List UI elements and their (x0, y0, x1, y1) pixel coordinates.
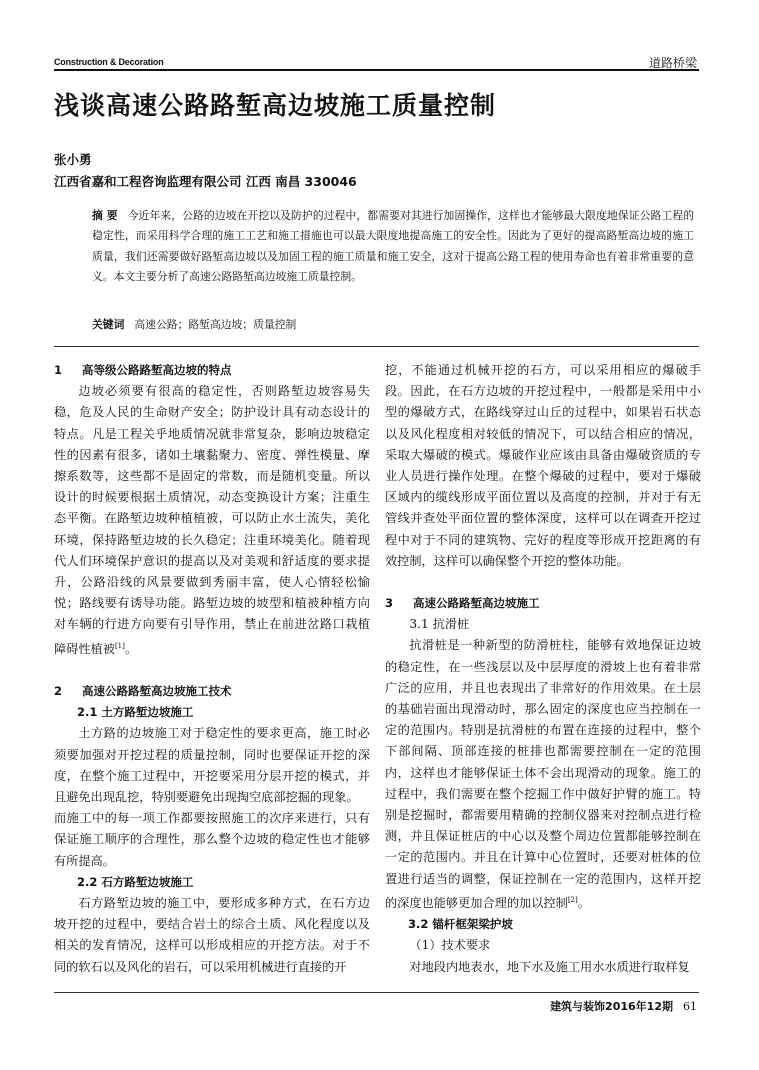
sub-item-heading: （1）技术要求 (409, 938, 491, 953)
paragraph: 对地段内地表水，地下水及施工用水水质进行取样复 (409, 959, 690, 974)
section-number: 1 (54, 363, 63, 377)
section-label: 道路桥梁 (648, 56, 697, 70)
abstract (92, 206, 694, 287)
paragraph: 边坡必须要有很高的稳定性，否则路堑边坡容易失稳，危及人民的生命财产安全；防护设计具有动态设计的特点。凡是工程关乎地质情况就非常复杂，影响边坡稳定性的因素有很多，诸如土壤黏聚力、密度、弹性模量、摩擦系数等，这些都不是固定的常数，而是随机变量。所以设计的时候要根据土质情况，动态变换设计方案；注重生态平衡。在路堑边坡种植植被，可以防止水土流失，美化环境，保持路堑边坡的长久稳定；注重环境美化。随着现代人们环境保护意识的提高以及对美观和舒适度的要求提升，公路沿线的风景要做到秀丽丰富，使人心情轻松愉悦；路线要有诱导功能。路堑边坡的坡型和植被种植方向对车辆的行进方向要有引导作用，禁止在前进岔路口栽植障碍性植被[1]。 (54, 384, 370, 656)
section-number: 2 (54, 683, 63, 698)
header-rule (54, 69, 699, 71)
section-title: 高等级公路路堑高边坡的特点 (82, 363, 232, 377)
subsection-heading-2-2: 2.2 石方路堑边坡施工 (77, 874, 194, 889)
citation-ref: [1] (114, 641, 125, 650)
subsection-heading-2-1: 2.1 土方路堑边坡施工 (77, 705, 194, 720)
abstract-label: 摘 要 (92, 209, 118, 222)
paragraph: 抗滑桩是一种新型的防滑桩柱，能够有效地保证边坡的稳定性，在一些浅层以及中层厚度的滑坡上也有着非常广泛的应用，并且也表现出了非常好的作用效果。在土层的基础岩面出现滑动时，那么固定的深度也应当控制在一定的范围内。特别是抗滑桩的布置在连接的过程中，整个下部间隔、顶部连接的桩排也都需要控制在一定的范围内，这样也才能够保证土体不会出现滑动的现象。施工的过程中，我们需要在整个挖掘工作中做好护臂的施工。特别是挖掘时，都需要用精确的控制仪器来对控制点进行检测，并且保证桩店的中心以及整个周边位置都能够控制在一定的范围内。并且在计算中心位置时，还要对桩体的位置进行适当的调整，保证控制在一定的范围内，这样开挖的深度也能够更加合理的加以控制[2]。 (385, 638, 701, 910)
section-heading-2 (54, 681, 370, 702)
abstract-text: 今近年来，公路的边坡在开挖以及防护的过程中，都需要对其进行加固操作，这样也才能够最大限度地保证公路工程的稳定性，而采用科学合理的施工工艺和施工措施也可以最大限度地提高施工的安全性。因此为了更好的提高路堑高边坡的施工质量，我们还需要做好路堑高边坡以及加固工程的施工质量和施工安全，这对于提高公路工程的使用寿命也有着非常重要的意义。本文主要分析了高速公路路堑高边坡施工质量控制。 (92, 209, 695, 283)
paragraph: 而施工中的每一项工作都要按照施工的次序来进行，只有保证施工顺序的合理性，那么整个边坡的稳定性也才能够有所提高。 (54, 811, 370, 868)
subsection-heading-3-2: 3.2 锚杆框架梁护坡 (408, 917, 513, 932)
page-number: 61 (683, 1000, 697, 1013)
keywords-label: 关键词 (92, 318, 125, 331)
section-title: 高速公路路堑高边坡施工技术 (82, 683, 232, 698)
section-heading-1 (54, 360, 370, 381)
section-title: 高速公路路堑高边坡施工 (413, 596, 540, 611)
right-column (385, 360, 701, 978)
paragraph: 石方路堑边坡的施工中，要形成多种方式，在石方边坡开挖的过程中，要结合岩土的综合土质、风化程度以及相关的发育情况，这样可以形成相应的开挖方法。对于不同的软石以及风化的岩石，可以采用机械进行直接的开 (54, 895, 370, 974)
subsection-heading-3-1: 3.1 抗滑桩 (409, 617, 470, 632)
journal-issue: 建筑与装饰2016年12期 (550, 1000, 673, 1013)
paragraph: 土方路的边坡施工对于稳定性的要求更高，施工时必须要加强对开挖过程的质量控制，同时也要保证开挖的深度，在整个施工过程中，开挖要采用分层开挖的模式，并且避免出现乱挖，特别要避免出现掏空底部挖掘的现象。 (54, 726, 370, 804)
keywords-text: 高速公路；路堑高边坡；质量控制 (134, 318, 297, 331)
section-number: 3 (385, 596, 394, 611)
footer-rule (54, 992, 699, 993)
paragraph: 挖，不能通过机械开挖的石方，可以采用相应的爆破手段。因此，在石方边坡的开挖过程中，一般都是采用中小型的爆破方式，在路线穿过山丘的过程中，如果岩石状态以及风化程度相对较低的情况下，可以结合相应的情况，采取大爆破的模式。爆破作业应该由具备由爆破资质的专业人员进行操作处理。在整个爆破的过程中，要对于爆破区域内的缆线形成平面位置以及高度的控制，并对于有无管线并查处平面位置的整体深度，这样可以在调查开挖过程中对于不同的建筑物、完好的程度等形成开挖距离的有效控制，这样可以确保整个开挖的整体功能。 (385, 363, 701, 568)
left-column (54, 360, 370, 978)
footer (550, 998, 697, 1014)
abstract-separator (54, 346, 699, 347)
keywords (92, 315, 694, 335)
paragraph-text: 边坡必须要有很高的稳定性，否则路堑边坡容易失稳，危及人民的生命财产安全；防护设计具有动态设计的特点。凡是工程关乎地质情况就非常复杂，影响边坡稳定性的因素有很多，诸如土壤黏聚力、密度、弹性模量、摩擦系数等，这些都不是固定的常数，而是随机变量。所以设计的时候要根据土质情况，动态变换设计方案；注重生态平衡。在路堑边坡种植植被，可以防止水土流失，美化环境，保持路堑边坡的长久稳定；注重环境美化。随着现代人们环境保护意识的提高以及对美观和舒适度的要求提升，公路沿线的风景要做到秀丽丰富，使人心情轻松愉悦；路线要有诱导功能。路堑边坡的坡型和植被种植方向对车辆的行进方向要有引导作用，禁止在前进岔路口栽植障碍性植被 (54, 384, 370, 656)
section-heading-3 (385, 593, 701, 614)
author-affiliation: 江西省嘉和工程咨询监理有限公司 江西 南昌 330046 (54, 174, 357, 189)
journal-name-en: Construction & Decoration (54, 57, 164, 67)
author-name: 张小勇 (54, 152, 92, 167)
article-title: 浅谈高速公路路堑高边坡施工质量控制 (54, 91, 497, 120)
citation-ref: [2] (567, 895, 578, 904)
paragraph-text: 抗滑桩是一种新型的防滑桩柱，能够有效地保证边坡的稳定性，在一些浅层以及中层厚度的滑坡上也有着非常广泛的应用，并且也表现出了非常好的作用效果。在土层的基础岩面出现滑动时，那么固定的深度也应当控制在一定的范围内。特别是抗滑桩的布置在连接的过程中，整个下部间隔、顶部连接的桩排也都需要控制在一定的范围内，这样也才能够保证土体不会出现滑动的现象。施工的过程中，我们需要在整个挖掘工作中做好护臂的施工。特别是挖掘时，都需要用精确的控制仪器来对控制点进行检测，并且保证桩店的中心以及整个周边位置都能够控制在一定的范围内。并且在计算中心位置时，还要对桩体的位置进行适当的调整，保证控制在一定的范围内，这样开挖的深度也能够更加合理的加以控制 (385, 638, 701, 910)
